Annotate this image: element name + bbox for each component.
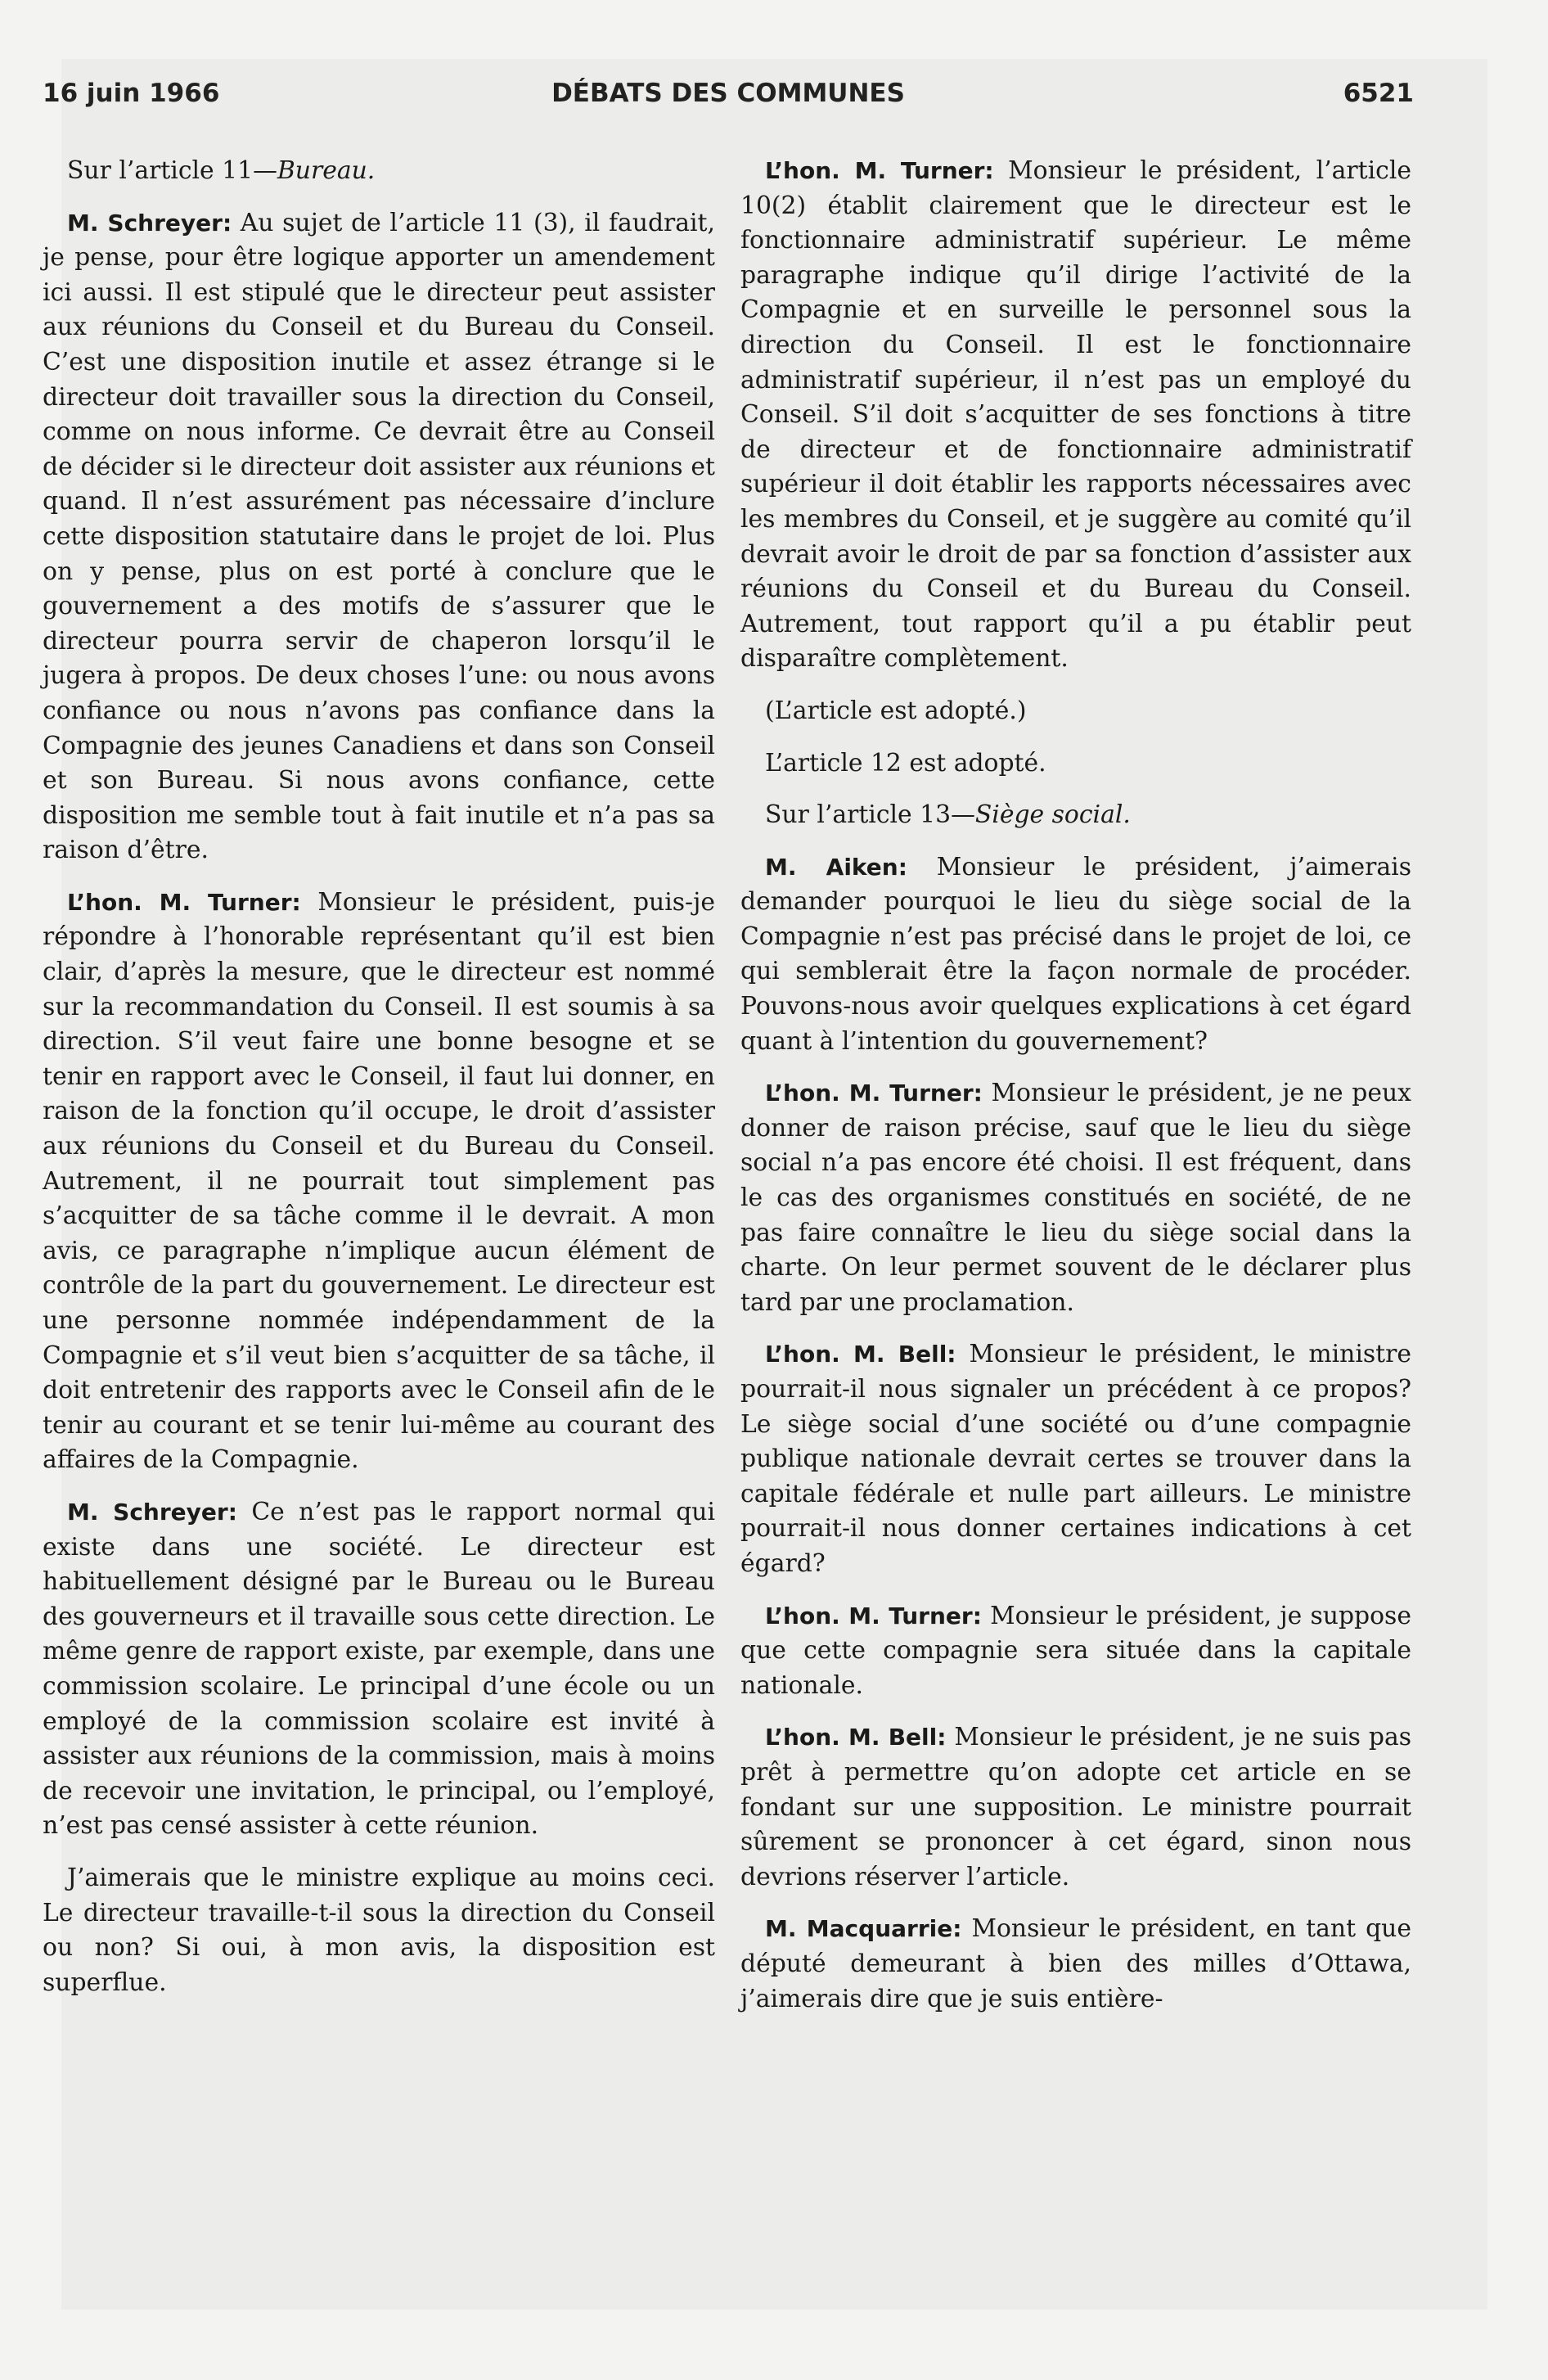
paragraph-schreyer-2 xyxy=(43,1495,715,1844)
paragraph-aiken xyxy=(740,850,1411,1060)
paragraph-schreyer-1 xyxy=(43,206,715,868)
speaker-name: M. Schreyer: xyxy=(67,1498,237,1526)
left-column xyxy=(43,154,715,2017)
motion-adopted-11: (L’article est adopté.) xyxy=(765,696,1027,725)
speaker-name: M. Macquarrie: xyxy=(765,1915,962,1943)
heading-text: Sur l’article 11— xyxy=(67,156,277,185)
header-title: DÉBATS DES COMMUNES xyxy=(551,79,905,108)
article-heading-13 xyxy=(740,798,1411,833)
paragraph-turner-1 xyxy=(43,886,715,1478)
speaker-name: L’hon. M. Bell: xyxy=(765,1724,947,1751)
paragraph-macquarrie xyxy=(740,1912,1411,2017)
speech-text: Monsieur le président, le ministre pourrait-il nous signaler un précédent à ce propos? Le siège social d’une société ou d’une compagnie publique nationale devrait certes se trouver dans la capitale fédérale et nulle part ailleurs. Le ministre pourrait-il nous donner certaines indications à cet égard? xyxy=(740,1340,1412,1578)
speech-text: Monsieur le président, en tant que député demeurant à bien des milles d’Ottawa, j’aimerais dire que je suis entière- xyxy=(740,1914,1411,2013)
page-number: 6521 xyxy=(1343,79,1414,108)
paragraph-schreyer-3: J’aimerais que le ministre explique au moins ceci. Le directeur travaille-t-il sous la direction du Conseil ou non? Si oui, à mon avis, la disposition est superflue. xyxy=(43,1863,715,1997)
speaker-name: M. Aiken: xyxy=(765,853,907,881)
paragraph-bell-2 xyxy=(740,1720,1411,1895)
paragraph-turner-3 xyxy=(740,1076,1411,1320)
speech-text: Monsieur le président, puis-je répondre à l’honorable représentant qu’il est bien clair, d’après la mesure, que le directeur est nommé sur la recommandation du Conseil. Il est soumis à sa direction. S’il veut faire une bonne besogne et se tenir en rapport avec le Conseil, il faut lui donner, en raison de la fonction qu’il occupe, le droit d’assister aux réunions du Conseil et du Bureau du Conseil. Autrement, il ne pourrait tout simplement pas s’acquitter de sa tâche comme il le devrait. A mon avis, ce paragraphe n’implique aucun élément de contrôle de la part du gouvernement. Le directeur est une personne nommée indépendamment de la Compagnie et s’il veut bien s’acquitter de sa tâche, il doit entretenir des rapports avec le Conseil afin de le tenir au courant et se tenir lui-même au courant des affaires de la Compagnie. xyxy=(43,887,715,1475)
speech-text: Monsieur le président, je ne suis pas prêt à permettre qu’on adopte cet article en se fondant sur une supposition. Le ministre pourrait sûrement se prononcer à cet égard, sinon nous devrions réserver l’article. xyxy=(740,1723,1411,1891)
speech-text: Au sujet de l’article 11 (3), il faudrait, je pense, pour être logique apporter un amendement ici aussi. Il est stipulé que le directeur peut assister aux réunions du Conseil et du Bureau du Conseil. C’est une disposition inutile et assez étrange si le directeur doit travailler sous la direction du Conseil, comme on nous informe. Ce devrait être au Conseil de décider si le directeur doit assister aux réunions et quand. Il n’est assurément pas nécessaire d’inclure cette disposition statutaire dans le projet de loi. Plus on y pense, plus on est porté à conclure que le gouvernement a des motifs de s’assurer que le directeur pourra servir de chaperon lorsqu’il le jugera à propos. De deux choses l’une: ou nous avons confiance ou nous n’avons pas confiance dans la Compagnie des jeunes Canadiens et dans son Conseil et son Bureau. Si nous avons confiance, cette disposition me semble tout à fait inutile et n’a pas sa raison d’être. xyxy=(43,208,715,865)
paragraph-turner-2 xyxy=(740,154,1411,677)
speech-text: Ce n’est pas le rapport normal qui existe dans une société. Le directeur est habituellement désigné par le Bureau ou le Bureau des gouverneurs et il travaille sous cette direction. Le même genre de rapport existe, par exemple, dans une commission scolaire. Le principal d’une école ou un employé de la commission scolaire est invité à assister aux réunions de la commission, mais à moins de recevoir une invitation, le principal, ou l’employé, n’est pas censé assister à cette réunion. xyxy=(43,1497,715,1841)
speech-text: Monsieur le président, l’article 10(2) établit clairement que le directeur est le fonctionnaire administratif supérieur. Le même paragraphe indique qu’il dirige l’activité de la Compagnie et en surveille le personnel sous la direction du Conseil. Il est le fonctionnaire administratif supérieur, il n’est pas un employé du Conseil. S’il doit s’acquitter de ses fonctions à titre de directeur et de fonctionnaire administratif supérieur il doit établir les rapports nécessaires avec les membres du Conseil, et je suggère au comité qu’il devrait avoir le droit de par sa fonction d’assister aux réunions du Conseil et du Bureau du Conseil. Autrement, tout rapport qu’il a pu établir peut disparaître complètement. xyxy=(740,156,1411,674)
paragraph-turner-4 xyxy=(740,1599,1411,1704)
speech-text: Monsieur le président, je suppose que cette compagnie sera située dans la capitale nationale. xyxy=(740,1601,1411,1700)
speech-text: Monsieur le président, je ne peux donner de raison précise, sauf que le lieu du siège social n’a pas encore été choisi. Il est fréquent, dans le cas des organismes constitués en société, de ne pas faire connaître le lieu du siège social dans la charte. On leur permet souvent de le déclarer plus tard par une proclamation. xyxy=(740,1079,1411,1317)
motion-adopted-12: L’article 12 est adopté. xyxy=(765,748,1046,778)
heading-italic: Siège social. xyxy=(974,800,1131,830)
speech-text: Monsieur le président, j’aimerais demander pourquoi le lieu du siège social de la Compagnie n’est pas précisé dans le projet de loi, ce qui semblerait être la façon normale de procéder. Pouvons-nous avoir quelques explications à cet égard quant à l’intention du gouvernement? xyxy=(740,852,1411,1056)
paragraph-bell-1 xyxy=(740,1337,1411,1581)
page-header xyxy=(43,79,1414,116)
heading-italic: Bureau. xyxy=(277,156,376,185)
header-date: 16 juin 1966 xyxy=(43,79,220,108)
speaker-name: L’hon. M. Turner: xyxy=(765,157,994,184)
heading-text: Sur l’article 13— xyxy=(765,800,975,830)
right-column xyxy=(740,154,1411,2034)
speaker-name: L’hon. M. Bell: xyxy=(765,1341,956,1368)
speaker-name: L’hon. M. Turner: xyxy=(765,1080,983,1107)
speaker-name: M. Schreyer: xyxy=(67,209,232,237)
speaker-name: L’hon. M. Turner: xyxy=(67,888,301,916)
speaker-name: L’hon. M. Turner: xyxy=(765,1602,982,1629)
article-heading-11 xyxy=(43,154,715,189)
